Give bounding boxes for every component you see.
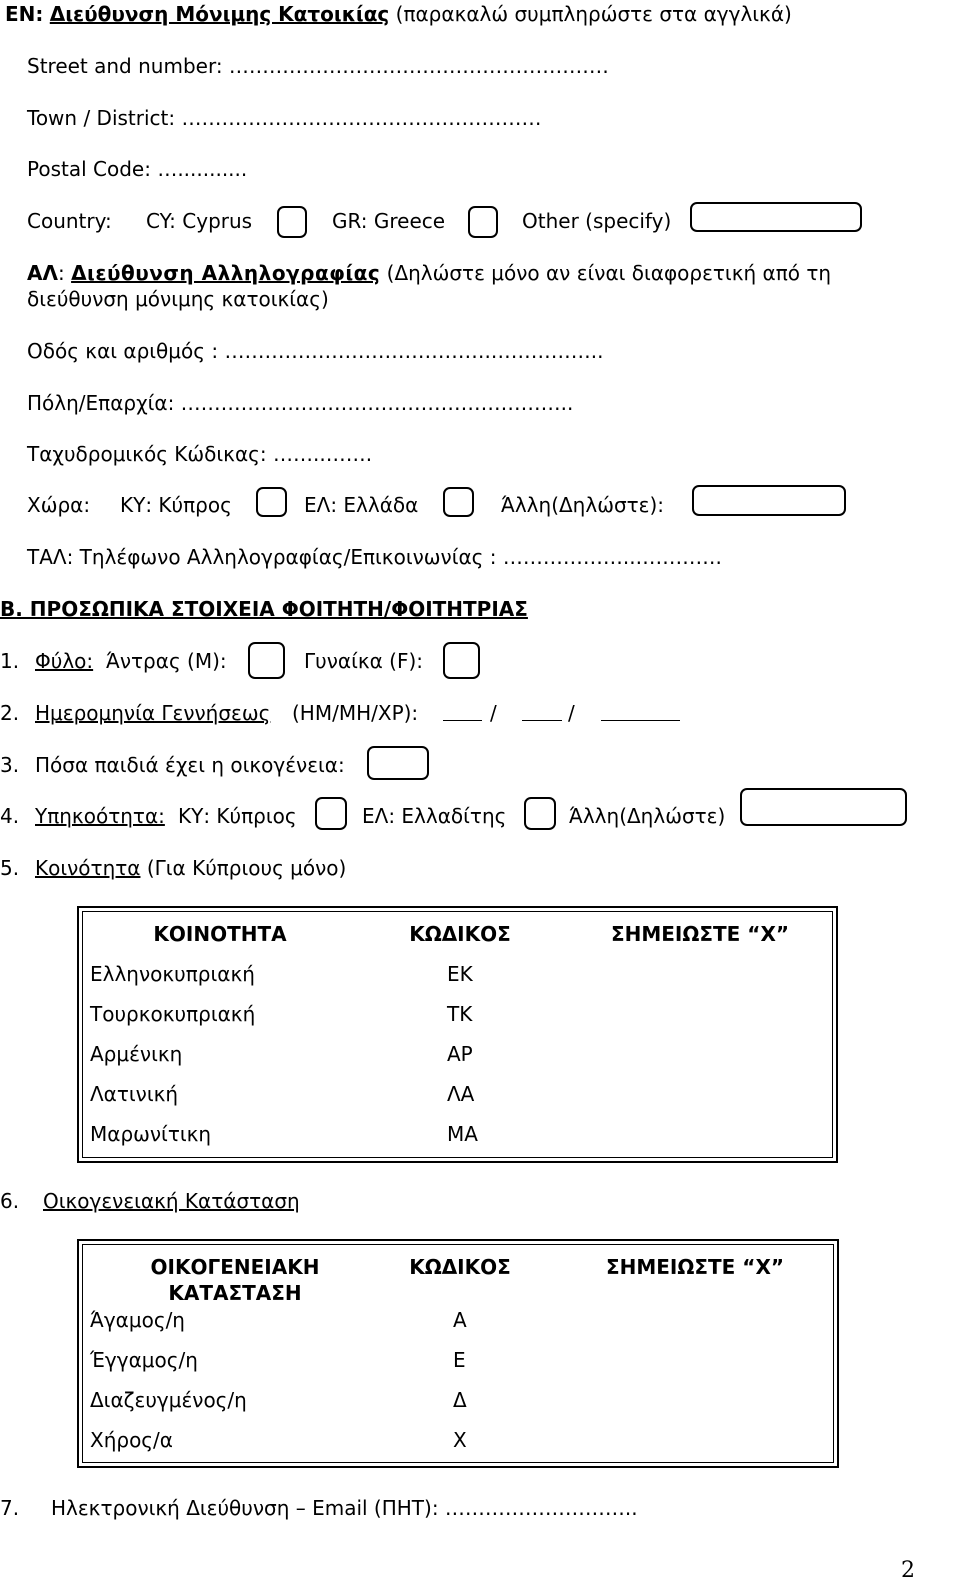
q6-number: 6. [0,1189,20,1213]
community-header-code: ΚΩΔΙΚΟΣ [409,922,511,946]
q3-label: Πόσα παιδιά έχει η οικογένεια: [35,753,345,777]
al-prefix: ΑΛ [27,261,58,285]
q2-year-blank[interactable] [601,720,680,721]
community-table-inner-border [82,911,833,1158]
al-country-cy-label: ΚΥ: Κύπρος [120,493,232,517]
family-header-mark: ΣΗΜΕΙΩΣΤΕ “Χ” [605,1255,785,1279]
community-row-name: Τουρκοκυπριακή [90,1002,256,1026]
al-country-gr-label: ΕΛ: Ελλάδα [304,493,419,517]
phone-field[interactable]: ΤΑΛ: Τηλέφωνο Αλληλογραφίας/Επικοινωνίας : ………………..…………. [27,545,722,569]
community-row-code: ΕΚ [447,962,473,986]
q2-label: Ημερομηνία Γεννήσεως [35,701,271,725]
q7-number: 7. [0,1496,20,1520]
q1-male-label: Άντρας (Μ): [106,649,227,673]
q2-number: 2. [0,701,20,725]
en-country-gr-checkbox[interactable] [468,206,498,238]
q4-label: Υπηκοότητα: [35,804,165,828]
q2-format: (ΗΜ/ΜΗ/ΧΡ): [292,701,419,725]
q4-cy-label: ΚΥ: Κύπριος [178,804,297,828]
community-row-code: ΛΑ [447,1082,475,1106]
en-town-field[interactable]: Town / District: ……………………………………………… [27,106,542,130]
en-title: Διεύθυνση Μόνιμης Κατοικίας [49,2,390,26]
al-country-cy-checkbox[interactable] [256,487,287,517]
family-header-status-line-1: ΟΙΚΟΓΕΝΕΙΑΚΗ [150,1255,320,1279]
family-header-status [100,1254,370,1306]
community-row-name: Αρμένικη [90,1042,183,1066]
q1-female-checkbox[interactable] [443,642,480,679]
q5-number: 5. [0,856,20,880]
q2-day-blank[interactable] [443,720,482,721]
family-row-status: Έγγαμος/η [90,1348,198,1372]
q4-other-field[interactable] [740,788,907,826]
family-header-code: ΚΩΔΙΚΟΣ [409,1255,511,1279]
al-street-field[interactable]: Οδός και αριθμός : ………………………………….…………….. [27,339,604,363]
en-postal-field[interactable]: Postal Code: …........... [27,157,248,181]
q5-label: Κοινότητα [35,856,141,880]
en-note: (παρακαλώ συμπληρώστε στα αγγλικά) [395,2,792,26]
al-postal-field[interactable]: Ταχυδρομικός Κώδικας: ……..……. [27,442,373,466]
al-heading: ΑΛ: Διεύθυνση Αλληλογραφίας (Δηλώστε μόνο αν είναι διαφορετική από τη [27,261,832,285]
q4-gr-label: ΕΛ: Ελλαδίτης [362,804,507,828]
community-row-code: ΜΑ [447,1122,478,1146]
family-header-status-line-2: ΚΑΤΑΣΤΑΣΗ [168,1281,302,1305]
al-city-field[interactable]: Πόλη/Επαρχία: ………………………………………………….. [27,391,574,415]
section-b-title: Β. ΠΡΟΣΩΠΙΚΑ ΣΤΟΙΧΕΙΑ ΦΟΙΤΗΤΗ/ΦΟΙΤΗΤΡΙΑΣ [0,597,528,621]
community-row-code: ΤΚ [447,1002,473,1026]
al-country-label: Χώρα: [27,493,91,517]
en-country-gr-label: GR: Greece [332,209,446,233]
en-street-field[interactable]: Street and number: ………………………………………………… [27,54,609,78]
community-row-code: ΑΡ [447,1042,473,1066]
q5-note: (Για Κύπριους μόνο) [146,856,347,880]
al-country-gr-checkbox[interactable] [443,487,474,517]
family-row-code: Ε [453,1348,466,1372]
community-header-mark: ΣΗΜΕΙΩΣΤΕ “Χ” [610,922,790,946]
en-heading [5,2,792,26]
al-note-continued: διεύθυνση μόνιμης κατοικίας) [27,287,329,311]
en-country-other-label: Other (specify) [522,209,672,233]
en-country-cy-checkbox[interactable] [277,206,307,238]
q2-month-blank[interactable] [522,720,562,721]
al-country-other-field[interactable] [692,485,846,516]
family-row-code: Δ [453,1388,467,1412]
family-row-status: Χήρος/α [90,1428,173,1452]
q2-separator-2: / [568,701,575,725]
q1-male-checkbox[interactable] [248,642,285,679]
en-country-cy-label: CY: Cyprus [146,209,253,233]
al-country-other-label: Άλλη(Δηλώστε): [501,493,665,517]
community-row-name: Λατινική [90,1082,179,1106]
q7-email-field[interactable]: Ηλεκτρονική Διεύθυνση – Email (ΠΗΤ): ……………………….. [51,1496,638,1520]
q1-female-label: Γυναίκα (F): [304,649,424,673]
q1-number: 1. [0,649,20,673]
family-row-status: Διαζευγμένος/η [90,1388,247,1412]
q3-number: 3. [0,753,20,777]
en-prefix: EN: [5,2,44,26]
community-row-name: Μαρωνίτικη [90,1122,212,1146]
page-number: 2 [901,1558,915,1583]
family-row-status: Άγαμος/η [90,1308,185,1332]
q3-children-field[interactable] [367,746,429,780]
q4-other-label: Άλλη(Δηλώστε) [569,804,726,828]
q1-label: Φύλο: [35,649,94,673]
q4-number: 4. [0,804,20,828]
community-header-name: ΚΟΙΝΟΤΗΤΑ [153,922,287,946]
family-row-code: Χ [453,1428,467,1452]
al-title: Διεύθυνση Αλληλογραφίας [71,261,381,285]
al-note: (Δηλώστε μόνο αν είναι διαφορετική από τη [386,261,832,285]
q5-heading [35,856,346,880]
en-country-other-field[interactable] [690,202,862,232]
family-row-code: Α [453,1308,467,1332]
en-country-label: Country: [27,209,112,233]
community-row-name: Ελληνοκυπριακή [90,962,255,986]
q4-cy-checkbox[interactable] [315,797,347,830]
q2-separator-1: / [490,701,497,725]
q6-label: Οικογενειακή Κατάσταση [43,1189,300,1213]
q4-gr-checkbox[interactable] [524,797,556,830]
